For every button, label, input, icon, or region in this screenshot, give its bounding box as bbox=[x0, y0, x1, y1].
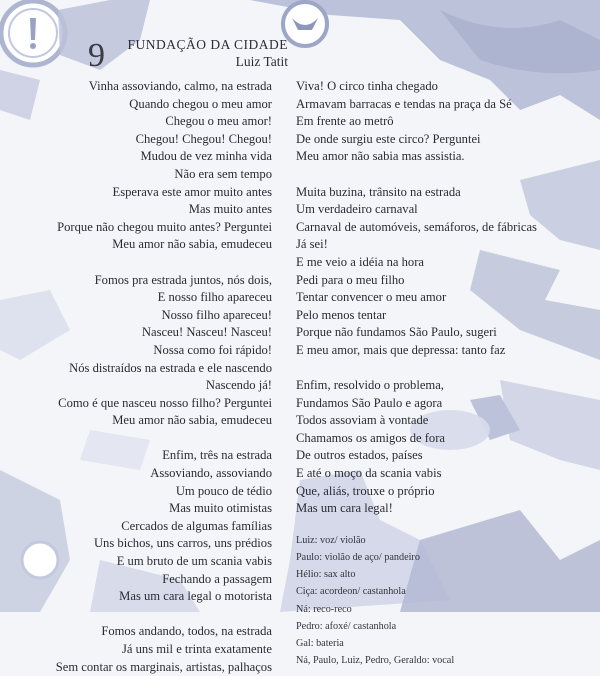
stanza-gap bbox=[296, 166, 586, 184]
lyric-line: Chamamos os amigos de fora bbox=[296, 430, 445, 445]
lyric-line: Pedi para o meu filho bbox=[296, 272, 405, 287]
lyrics-stanza bbox=[296, 377, 586, 518]
lyric-line: De outros estados, países bbox=[296, 448, 423, 463]
credit-line: Ciça: acordeon/ castanhola bbox=[296, 586, 406, 598]
lyric-line: Tentar convencer o meu amor bbox=[296, 290, 447, 305]
lyrics-stanza bbox=[20, 272, 272, 430]
lyric-line: Enfim, resolvido o problema, bbox=[296, 378, 444, 393]
lyric-line: Nascendo já! bbox=[205, 378, 272, 393]
lyrics-stanza bbox=[296, 184, 586, 360]
lyric-line: Todos assoviam à vontade bbox=[296, 413, 429, 428]
lyric-line: Quando chegou o meu amor bbox=[129, 96, 272, 111]
stanza-gap bbox=[20, 606, 272, 624]
lyric-line: Que, aliás, trouxe o próprio bbox=[296, 483, 435, 498]
lyric-line: Sem contar os marginais, artistas, palhaços bbox=[55, 659, 272, 674]
lyric-line: Como é que nasceu nosso filho? Perguntei bbox=[58, 395, 272, 410]
song-heading bbox=[88, 36, 288, 76]
lyric-line: Uns bichos, uns carros, uns prédios bbox=[93, 536, 272, 551]
lyric-line: Já uns mil e trinta exatamente bbox=[121, 642, 272, 656]
lyric-line: Chegou o meu amor! bbox=[165, 114, 272, 129]
lyric-line: Chegou! Chegou! Chegou! bbox=[135, 131, 272, 146]
lyric-line: Meu amor não sabia, emudeceu bbox=[112, 413, 272, 428]
lyric-line: Fomos pra estrada juntos, nós dois, bbox=[94, 272, 272, 287]
credit-line: Gal: bateria bbox=[296, 638, 344, 650]
lyrics-stanza bbox=[20, 623, 272, 676]
lyric-line: Mudou de vez minha vida bbox=[140, 149, 272, 164]
credit-line: Luiz: voz/ violão bbox=[296, 534, 366, 546]
lyric-line: Mas um cara legal! bbox=[296, 501, 393, 516]
lyrics-stanza bbox=[296, 78, 586, 166]
lyric-line: Fundamos São Paulo e agora bbox=[296, 395, 443, 410]
lyric-line: Carnaval de automóveis, semáforos, de fábricas bbox=[296, 219, 537, 234]
lyric-line: Muita buzina, trânsito na estrada bbox=[296, 184, 461, 199]
lyric-line: Já sei! bbox=[296, 237, 328, 252]
lyric-line: Em frente ao metrô bbox=[296, 114, 394, 129]
lyric-line: E me veio a idéia na hora bbox=[296, 254, 424, 269]
credit-line: Ná: reco-reco bbox=[296, 603, 352, 615]
lyric-line: Um verdadeiro carnaval bbox=[296, 202, 418, 217]
credit-line: Hélio: sax alto bbox=[296, 569, 356, 581]
lyrics-column-left bbox=[20, 78, 272, 676]
lyric-line: Armavam barracas e tendas na praça da Sé bbox=[296, 96, 512, 111]
lyric-line: Nasceu! Nasceu! Nasceu! bbox=[141, 325, 272, 340]
lyric-line: E um bruto de um scania vabis bbox=[116, 554, 272, 569]
stanza-gap bbox=[20, 254, 272, 272]
lyric-line: Nosso filho apareceu! bbox=[161, 307, 272, 322]
credit-line: Ná, Paulo, Luiz, Pedro, Geraldo: vocal bbox=[296, 655, 455, 667]
lyrics-column-right bbox=[296, 78, 586, 669]
lyric-line: E nosso filho apareceu bbox=[157, 290, 272, 305]
lyric-line: Esperava este amor muito antes bbox=[112, 184, 272, 199]
lyric-line: Meu amor não sabia, emudeceu bbox=[112, 237, 272, 252]
lyric-line: De onde surgiu este circo? Perguntei bbox=[296, 131, 481, 146]
lyric-line: Assoviando, assoviando bbox=[150, 466, 272, 481]
lyric-line: Mas um cara legal o motorista bbox=[119, 589, 272, 604]
lyric-line: Mas muito antes bbox=[188, 202, 272, 217]
stanza-gap bbox=[20, 430, 272, 448]
lyric-line: Porque não chegou muito antes? Perguntei bbox=[57, 219, 272, 234]
stanza-gap bbox=[296, 360, 586, 378]
musician-credits bbox=[296, 532, 586, 670]
song-title: FUNDAÇÃO DA CIDADE bbox=[127, 37, 288, 52]
track-number: 9 bbox=[88, 37, 105, 74]
lyric-line: Não era sem tempo bbox=[174, 166, 272, 181]
lyric-line: Nós distraídos na estrada e ele nascendo bbox=[69, 360, 272, 375]
lyric-line: Vinha assoviando, calmo, na estrada bbox=[88, 79, 272, 93]
lyric-line: Cercados de algumas famílias bbox=[121, 518, 272, 533]
lyric-line: E meu amor, mais que depressa: tanto faz bbox=[296, 342, 506, 357]
lyric-line: Fomos andando, todos, na estrada bbox=[101, 624, 272, 639]
lyrics-stanza bbox=[20, 78, 272, 254]
lyric-line: Viva! O circo tinha chegado bbox=[296, 79, 438, 93]
lyric-line: Nossa como foi rápido! bbox=[153, 342, 272, 357]
lyric-line: Meu amor não sabia mas assistia. bbox=[296, 149, 465, 164]
lyric-line: Pelo menos tentar bbox=[296, 307, 387, 322]
lyric-line: Porque não fundamos São Paulo, sugeri bbox=[296, 325, 497, 340]
song-author: Luiz Tatit bbox=[235, 54, 288, 69]
lyric-line: Fechando a passagem bbox=[162, 571, 272, 586]
lyric-line: Enfim, três na estrada bbox=[162, 448, 272, 463]
lyric-line: Mas muito otimistas bbox=[169, 501, 272, 516]
credit-line: Pedro: afoxé/ castanhola bbox=[296, 620, 397, 632]
lyrics-stanza bbox=[20, 447, 272, 605]
lyric-line: E até o moço da scania vabis bbox=[296, 466, 442, 481]
lyric-line: Um pouco de tédio bbox=[175, 483, 272, 498]
credit-line: Paulo: violão de aço/ pandeiro bbox=[296, 552, 420, 564]
